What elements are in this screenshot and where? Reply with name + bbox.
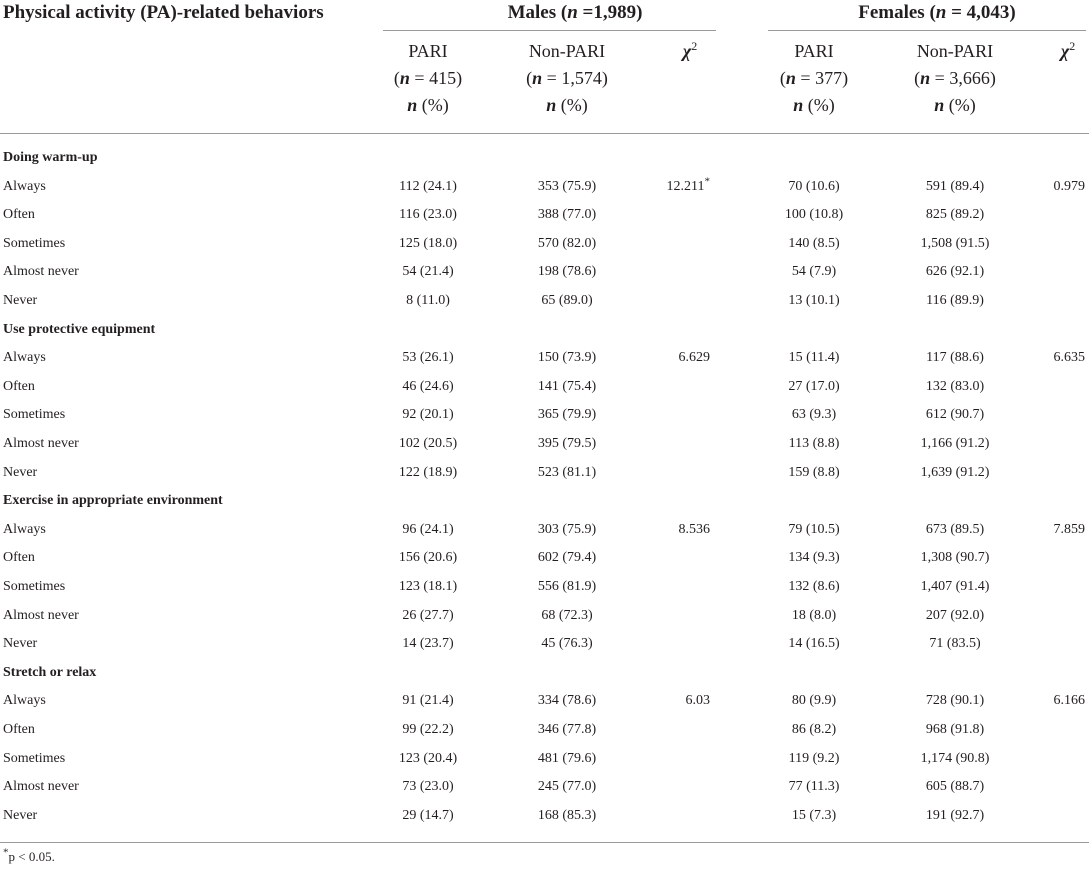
m-pari-cell: 46 (24.6) — [402, 378, 454, 394]
m-pari-cell: 54 (21.4) — [402, 264, 454, 280]
m-pari-cell: 122 (18.9) — [398, 464, 458, 480]
f-pari-cell: 13 (10.1) — [788, 293, 840, 308]
males-group-rule — [383, 30, 716, 31]
f-non-cell: 191 (92.7) — [925, 807, 985, 823]
m-pari-cell: 8 (11.0) — [406, 293, 450, 308]
row-label: Often — [3, 722, 35, 737]
f-pari-cell: 140 (8.5) — [788, 235, 840, 251]
m-non-cell: 602 (79.4) — [537, 550, 597, 566]
section-title: Doing warm-up — [3, 150, 98, 165]
m-non-cell: 141 (75.4) — [537, 378, 597, 394]
row-label: Never — [3, 807, 38, 823]
m-non-cell: 334 (78.6) — [537, 693, 597, 709]
f-non-cell: 1,508 (91.5) — [920, 235, 990, 251]
m-pari-cell: 26 (27.7) — [402, 607, 454, 623]
table-bottom-rule — [0, 842, 1089, 843]
females-group-header: Females (n = 4,043) — [858, 2, 1016, 23]
females-chi-header: $\chi^2$ — [1060, 39, 1076, 61]
m-non-cell: 45 (76.3) — [541, 636, 593, 652]
f-non-cell: 1,174 (90.8) — [920, 750, 990, 766]
m-non-cell: 365 (79.9) — [537, 407, 597, 423]
row-label: Always — [3, 521, 46, 537]
females-non-pari-header: Non-PARI — [916, 41, 994, 61]
m-pari-cell: 116 (23.0) — [399, 207, 457, 223]
f-chi-cell: 6.635 — [1053, 350, 1085, 366]
f-pari-cell: 100 (10.8) — [784, 207, 844, 223]
m-pari-cell: 125 (18.0) — [398, 235, 458, 251]
f-pari-cell: 132 (8.6) — [788, 579, 840, 594]
m-chi-cell: 12.211* — [666, 174, 710, 194]
m-pari-cell: 96 (24.1) — [402, 521, 454, 537]
m-non-cell: 65 (89.0) — [541, 293, 593, 308]
f-non-cell: 673 (89.5) — [925, 521, 985, 537]
row-label: Almost never — [3, 436, 79, 451]
m-pari-cell: 91 (21.4) — [402, 693, 454, 709]
row-label: Sometimes — [3, 750, 66, 766]
f-non-cell: 117 (88.6) — [926, 350, 984, 366]
f-pari-cell: 80 (9.9) — [791, 693, 837, 709]
f-pari-cell: 77 (11.3) — [788, 779, 840, 795]
f-non-cell: 116 (89.9) — [926, 293, 984, 308]
f-pari-cell: 86 (8.2) — [791, 722, 837, 737]
males-chi-header: $\chi^2$ — [682, 39, 698, 61]
f-pari-cell: 15 (11.4) — [788, 350, 840, 366]
males-pari-pct-label: n (%) — [407, 95, 449, 115]
f-chi-cell: 7.859 — [1053, 521, 1085, 537]
f-non-cell: 71 (83.5) — [929, 636, 981, 652]
m-non-cell: 303 (75.9) — [537, 521, 597, 537]
m-pari-cell: 29 (14.7) — [402, 807, 454, 823]
m-non-cell: 68 (72.3) — [541, 607, 593, 623]
f-non-cell: 591 (89.4) — [925, 178, 985, 194]
f-non-cell: 1,308 (90.7) — [920, 550, 990, 566]
f-non-cell: 968 (91.8) — [925, 722, 985, 737]
row-label: Sometimes — [3, 235, 66, 251]
f-pari-cell: 79 (10.5) — [788, 521, 840, 537]
females-pari-pct-label: n (%) — [793, 95, 835, 115]
m-non-cell: 388 (77.0) — [537, 207, 597, 223]
f-pari-cell: 63 (9.3) — [791, 407, 837, 423]
males-non-pari-count: (n = 1,574) — [526, 68, 608, 88]
row-label: Often — [3, 378, 35, 394]
row-label-header: Physical activity (PA)-related behaviors — [3, 2, 324, 23]
f-pari-cell: 14 (16.5) — [788, 636, 840, 652]
row-label: Almost never — [3, 607, 79, 623]
section-title: Use protective equipment — [3, 321, 156, 337]
f-pari-cell: 113 (8.8) — [788, 436, 840, 451]
females-pari-count: (n = 377) — [779, 68, 849, 88]
m-non-cell: 353 (75.9) — [537, 178, 597, 194]
males-pari-header: PARI — [408, 41, 448, 61]
footnote: *p < 0.05. — [3, 846, 55, 864]
f-chi-cell: 0.979 — [1053, 178, 1085, 194]
m-pari-cell: 123 (18.1) — [398, 579, 458, 594]
m-non-cell: 346 (77.8) — [537, 722, 597, 737]
f-pari-cell: 159 (8.8) — [788, 464, 840, 480]
row-label: Always — [3, 350, 46, 366]
females-group-rule — [768, 30, 1086, 31]
section-title: Exercise in appropriate environment — [3, 493, 223, 509]
f-pari-cell: 15 (7.3) — [791, 807, 837, 823]
f-non-cell: 825 (89.2) — [925, 207, 985, 223]
m-non-cell: 395 (79.5) — [537, 436, 597, 451]
m-non-cell: 150 (73.9) — [537, 350, 597, 366]
females-pari-header: PARI — [794, 41, 834, 61]
m-non-cell: 168 (85.3) — [537, 807, 597, 823]
header-bottom-rule — [0, 133, 1089, 134]
m-chi-cell: 8.536 — [678, 521, 710, 537]
m-non-cell: 570 (82.0) — [537, 235, 597, 251]
row-label: Always — [3, 693, 46, 709]
m-pari-cell: 14 (23.7) — [402, 636, 454, 652]
f-non-cell: 605 (88.7) — [925, 779, 985, 795]
row-label: Never — [3, 464, 38, 480]
m-pari-cell: 73 (23.0) — [402, 779, 454, 795]
males-non-pari-header: Non-PARI — [528, 41, 606, 61]
f-non-cell: 612 (90.7) — [925, 407, 985, 423]
section-title: Stretch or relax — [3, 664, 97, 680]
m-non-cell: 481 (79.6) — [537, 750, 597, 766]
f-pari-cell: 54 (7.9) — [791, 264, 837, 280]
f-non-cell: 1,166 (91.2) — [920, 436, 990, 451]
m-non-cell: 556 (81.9) — [537, 579, 597, 594]
m-pari-cell: 156 (20.6) — [398, 550, 458, 566]
row-label: Always — [3, 178, 46, 194]
f-pari-cell: 70 (10.6) — [788, 178, 840, 194]
row-label: Often — [3, 550, 35, 566]
m-pari-cell: 53 (26.1) — [402, 350, 454, 366]
m-pari-cell: 102 (20.5) — [398, 436, 458, 451]
row-label: Almost never — [3, 779, 79, 795]
row-label: Almost never — [3, 264, 79, 280]
females-non-pari-pct-label: n (%) — [934, 95, 976, 115]
row-label: Sometimes — [3, 407, 66, 423]
females-non-pari-count: (n = 3,666) — [914, 68, 996, 88]
m-chi-cell: 6.03 — [685, 693, 710, 709]
row-label: Never — [3, 636, 38, 652]
f-non-cell: 1,639 (91.2) — [920, 464, 990, 480]
males-group-header: Males (n =1,989) — [507, 2, 643, 23]
m-pari-cell: 123 (20.4) — [398, 750, 458, 766]
males-non-pari-pct-label: n (%) — [546, 95, 588, 115]
m-pari-cell: 92 (20.1) — [402, 407, 454, 423]
m-non-cell: 523 (81.1) — [537, 464, 597, 480]
f-non-cell: 132 (83.0) — [925, 378, 985, 394]
f-chi-cell: 6.166 — [1053, 693, 1085, 709]
f-pari-cell: 134 (9.3) — [788, 550, 840, 566]
f-non-cell: 728 (90.1) — [925, 693, 985, 709]
row-label: Sometimes — [3, 579, 66, 594]
f-non-cell: 1,407 (91.4) — [920, 579, 990, 594]
f-pari-cell: 18 (8.0) — [791, 607, 837, 623]
row-label: Never — [3, 293, 38, 308]
f-pari-cell: 27 (17.0) — [788, 378, 840, 394]
f-non-cell: 626 (92.1) — [925, 264, 985, 280]
m-pari-cell: 112 (24.1) — [399, 178, 457, 194]
m-pari-cell: 99 (22.2) — [402, 722, 454, 737]
f-pari-cell: 119 (9.2) — [788, 750, 840, 766]
m-non-cell: 198 (78.6) — [537, 264, 597, 280]
m-non-cell: 245 (77.0) — [537, 779, 597, 795]
m-chi-cell: 6.629 — [678, 350, 710, 366]
f-non-cell: 207 (92.0) — [925, 607, 985, 623]
row-label: Often — [3, 207, 35, 223]
males-pari-count: (n = 415) — [393, 68, 463, 88]
